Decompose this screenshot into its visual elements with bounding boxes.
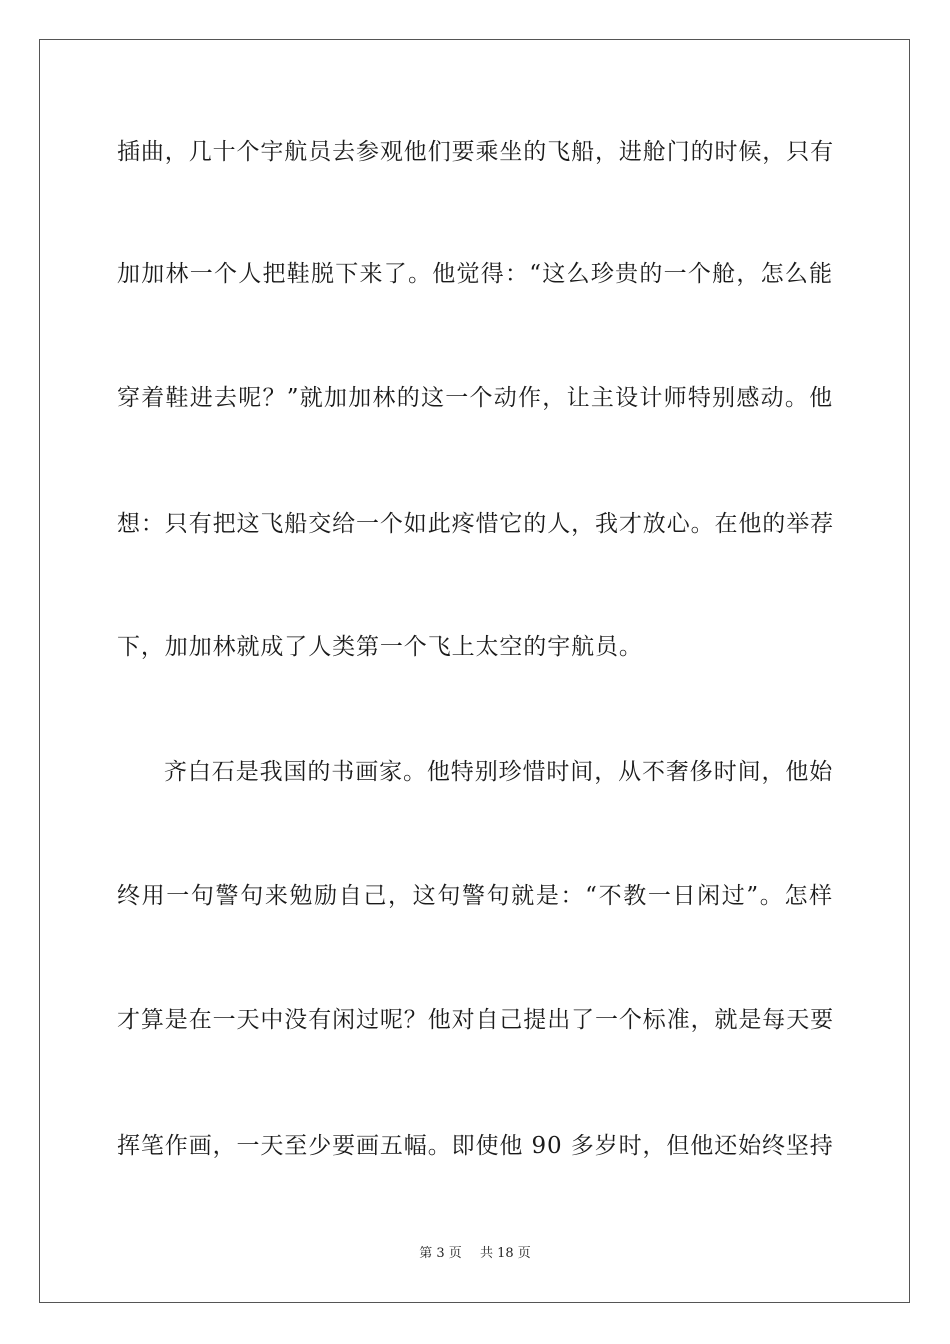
body-text-line: 想：只有把这飞船交给一个如此疼惜它的人，我才放心。在他的举荐 bbox=[117, 511, 834, 537]
body-text-line: 终用一句警句来勉励自己，这句警句就是：“不教一日闲过”。怎样 bbox=[117, 883, 833, 909]
body-text-line: 加加林一个人把鞋脱下来了。他觉得：“这么珍贵的一个舱，怎么能 bbox=[117, 261, 833, 287]
page-number: 第 3 页 bbox=[419, 1246, 462, 1261]
page-footer bbox=[0, 1245, 950, 1263]
body-text-line: 插曲，几十个宇航员去参观他们要乘坐的飞船，进舱门的时候，只有 bbox=[117, 139, 834, 165]
total-pages: 共 18 页 bbox=[479, 1246, 531, 1261]
body-text-line: 挥笔作画，一天至少要画五幅。即使他 90 多岁时，但他还始终坚持 bbox=[117, 1133, 834, 1159]
body-text-line: 才算是在一天中没有闲过呢？他对自己提出了一个标准，就是每天要 bbox=[117, 1007, 834, 1033]
body-text-line: 穿着鞋进去呢？”就加加林的这一个动作，让主设计师特别感动。他 bbox=[117, 385, 833, 411]
page-border bbox=[39, 39, 910, 1303]
paragraph-first-line: 齐白石是我国的书画家。他特别珍惜时间，从不奢侈时间，他始 bbox=[164, 759, 834, 785]
body-text-line: 下，加加林就成了人类第一个飞上太空的宇航员。 bbox=[117, 634, 643, 660]
